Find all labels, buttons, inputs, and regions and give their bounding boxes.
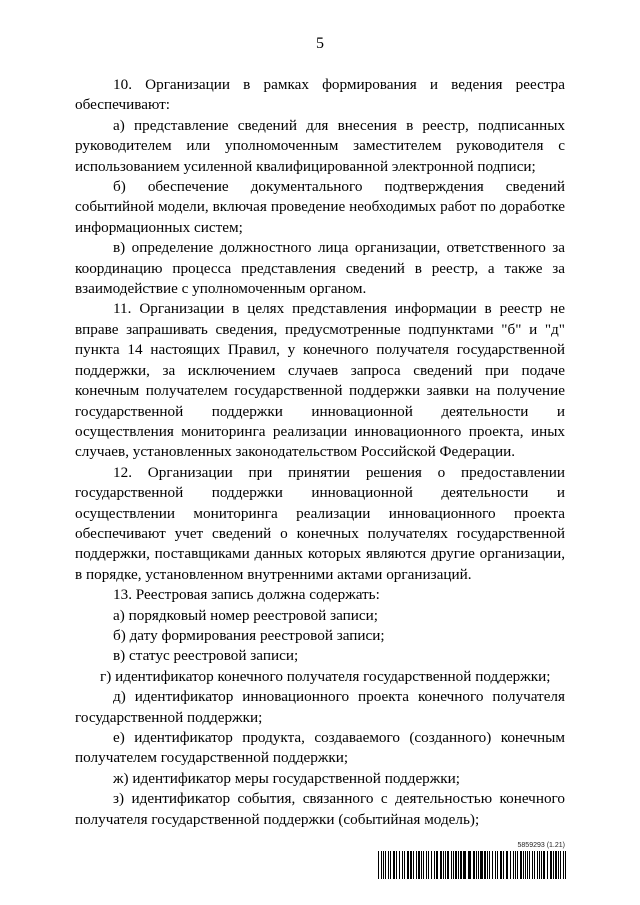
paragraph-13-z: з) идентификатор события, связанного с деятельностью конечного получателя государственной поддержки (событийная модель); — [75, 790, 565, 828]
paragraph-11: 11. Организации в целях представления информации в реестр не вправе запрашивать сведения, предусмотренные подпунктами "б" и "д" пункта 14 настоящих Правил, у конечного получателя государственной поддержки, за исключением случаев запроса сведений при подаче конечным получателем государственной поддержки заявки на получение государственной поддержки инновационной деятельности и осуществления мониторинга реализации инновационного проекта, иных случаев, установленных законодательством Российской Федерации. — [75, 300, 565, 461]
paragraph-10-v: в) определение должностного лица организации, ответственного за координацию процесса представления сведений в реестр, а также за взаимодействие с уполномоченным органом. — [75, 239, 565, 298]
paragraph-13-b: б) дату формирования реестровой записи; — [113, 626, 385, 644]
page-number: 5 — [316, 35, 324, 52]
paragraph-13-a: а) порядковый номер реестровой записи; — [113, 606, 378, 624]
document-code: 5859293 (1.21) — [517, 842, 565, 849]
paragraph-13-d: д) идентификатор инновационного проекта конечного получателя государственной поддержки; — [75, 688, 565, 726]
paragraph-13-v: в) статус реестровой записи; — [113, 647, 299, 665]
paragraph-13: 13. Реестровая запись должна содержать: — [113, 586, 380, 604]
paragraph-10-a: а) представление сведений для внесения в реестр, подписанных руководителем или уполномоченным заместителем руководителя с использованием усиленной квалифицированной электронной подписи; — [75, 116, 565, 175]
document-body — [75, 75, 565, 830]
paragraph-13-g: г) идентификатор конечного получателя государственной поддержки; — [100, 667, 551, 685]
paragraph-12: 12. Организации при принятии решения о предоставлении государственной поддержки инновационной деятельности и осуществлении мониторинга реализации инновационного проекта обеспечивают учет сведений о конечных получателях государственной поддержки, поставщиками данных которых являются другие организации, в порядке, установленном внутренними актами организаций. — [75, 463, 565, 583]
paragraph-13-zh: ж) идентификатор меры государственной поддержки; — [113, 769, 460, 787]
paragraph-10-b: б) обеспечение документального подтверждения сведений событийной модели, включая проведение необходимых работ по доработке информационных систем; — [75, 178, 565, 236]
paragraph-10: 10. Организации в рамках формирования и ведения реестра обеспечивают: — [75, 76, 565, 114]
paragraph-13-e: е) идентификатор продукта, создаваемого (созданного) конечным получателем государственной поддержки; — [75, 729, 565, 767]
barcode-icon — [378, 851, 566, 879]
